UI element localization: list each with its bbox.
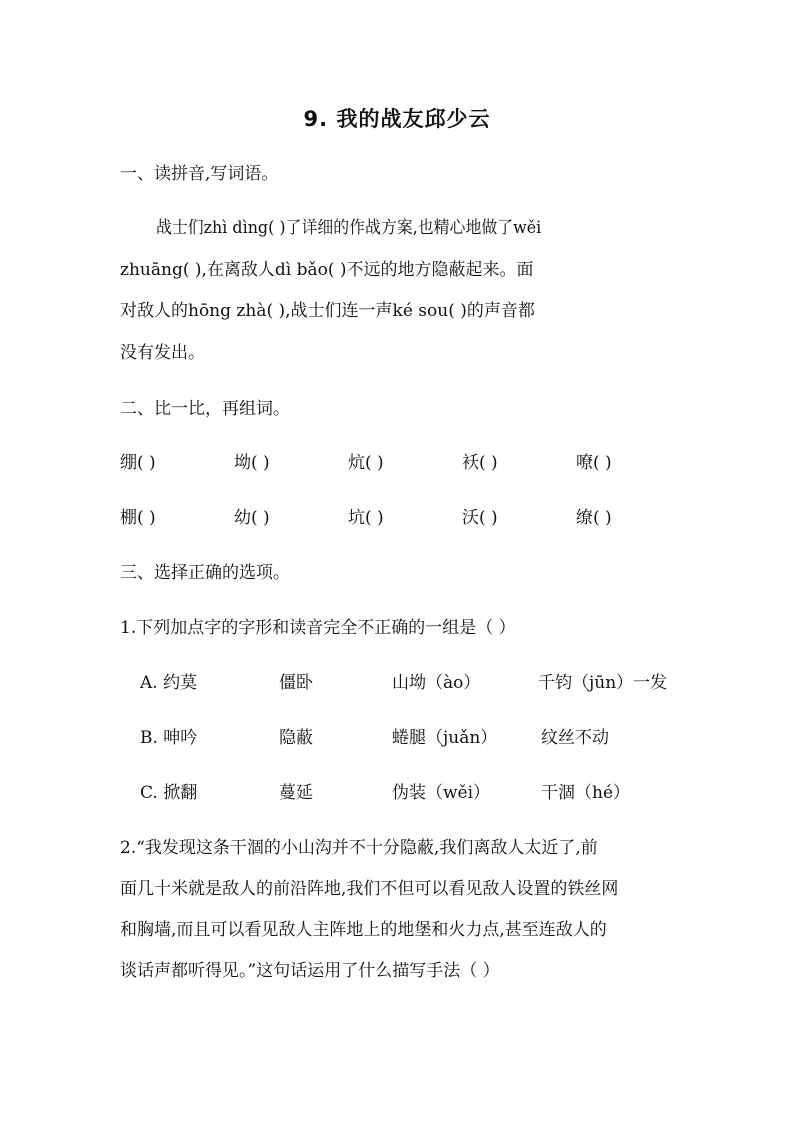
section1-line-3: 对敌人的hōng zhà( ),战士们连一声ké sou( )的声音都 — [120, 301, 535, 321]
compare-word: 炕( ) — [348, 453, 384, 473]
option-c-item: 蔓延 — [279, 783, 313, 803]
section1-line-4: 没有发出。 — [120, 343, 205, 363]
compare-word: 绷( ) — [120, 453, 156, 473]
section1-line-1: 战士们zhì dìng( )了详细的作战方案,也精心地做了wěi — [156, 218, 542, 238]
section1-line-2: zhuāng( ),在离敌人dì bǎo( )不远的地方隐蔽起来。面 — [120, 260, 534, 280]
section3-heading: 三、选择正确的选项。 — [120, 563, 290, 583]
compare-word: 坑( ) — [348, 508, 384, 528]
compare-word: 袄( ) — [462, 453, 498, 473]
option-c-item: 干涸（hé） — [541, 783, 631, 803]
option-b-item: 蜷腿（juǎn） — [392, 728, 498, 748]
compare-word: 幼( ) — [234, 508, 270, 528]
question-2-line-1: 2.“我发现这条干涸的小山沟并不十分隐蔽,我们离敌人太近了,前 — [120, 838, 598, 858]
compare-word: 沃( ) — [462, 508, 498, 528]
option-b-item: 隐蔽 — [279, 728, 313, 748]
compare-word: 缭( ) — [576, 508, 612, 528]
question-2-line-2: 面几十米就是敌人的前沿阵地,我们不但可以看见敌人设置的铁丝网 — [120, 879, 619, 899]
section2-heading: 二、比一比，再组词。 — [120, 399, 290, 419]
page-title: 9. 我的战友邱少云 — [303, 107, 491, 131]
option-a-item: 山坳（ào） — [392, 673, 481, 693]
option-a-item: 千钧（jūn）一发 — [538, 673, 668, 693]
question-1: 1.下列加点字的字形和读音完全不正确的一组是（ ） — [120, 618, 516, 638]
option-b-item: 纹丝不动 — [541, 728, 609, 748]
question-2-line-4: 谈话声都听得见。”这句话运用了什么描写手法（ ） — [120, 961, 500, 981]
option-a-item: A. 约莫 — [140, 673, 198, 693]
question-2-line-3: 和胸墙,而且可以看见敌人主阵地上的地堡和火力点,甚至连敌人的 — [120, 920, 607, 940]
compare-word: 嘹( ) — [576, 453, 612, 473]
compare-word: 棚( ) — [120, 508, 156, 528]
section1-heading: 一、读拼音,写词语。 — [120, 164, 279, 184]
option-c-item: 伪装（wěi） — [392, 783, 491, 803]
option-b-item: B. 呻吟 — [140, 728, 198, 748]
option-a-item: 僵卧 — [279, 673, 313, 693]
option-c-item: C. 掀翻 — [140, 783, 198, 803]
compare-word: 坳( ) — [234, 453, 270, 473]
